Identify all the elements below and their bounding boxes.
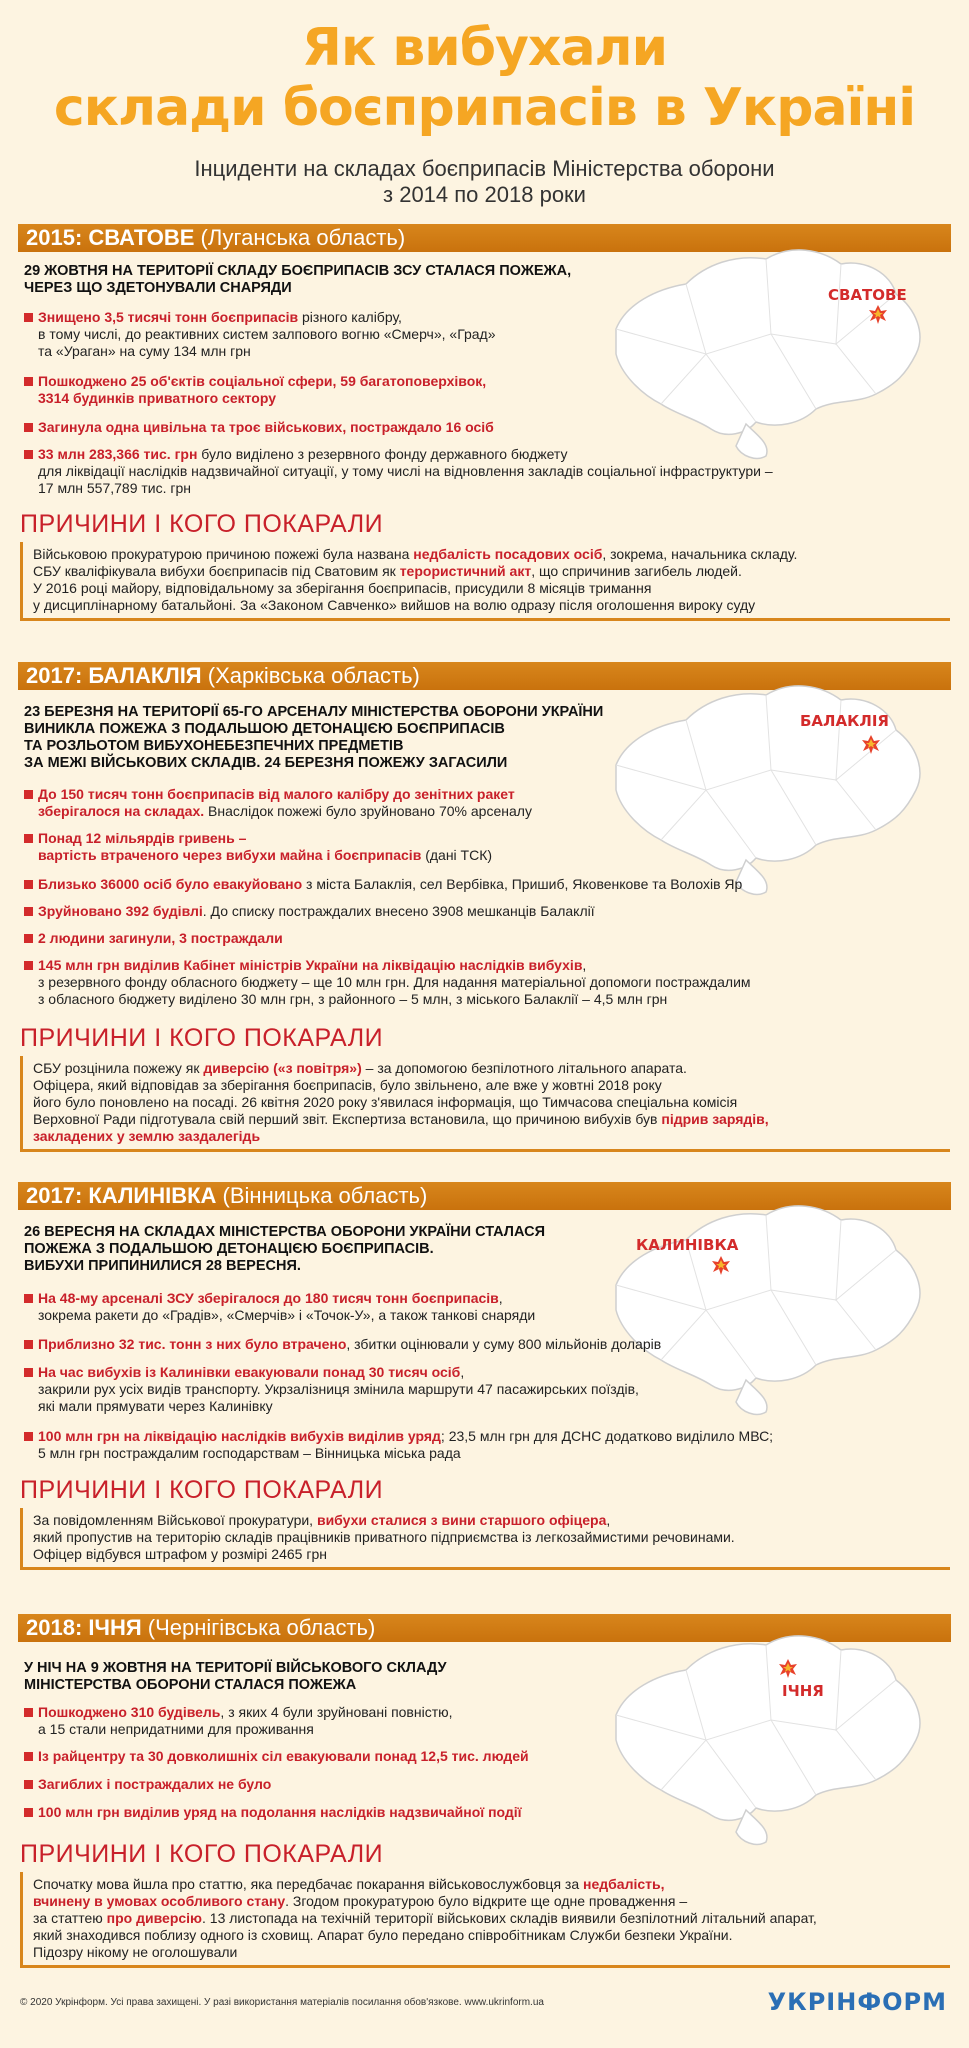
ukrinform-logo[interactable]: УКРІНФОРМ [767,1988,947,2016]
list-item: Пошкоджено 310 будівель, з яких 4 були зруйновані повністю, а 15 стали непридатними для проживання [24,1704,453,1738]
main-title-line2: склади боєприпасів в Україні [53,78,916,138]
list-item: Зруйновано 392 будівлі. До списку постраждалих внесено 3908 мешканців Балаклії [24,903,595,920]
section-header-ichnia: 2018: ІЧНЯ (Чернігівська область) [18,1614,951,1642]
list-item: Пошкоджено 25 об'єктів соціальної сфери, 59 багатоповерхівок, 3314 будинків приватного сектору [24,373,486,407]
map-ichnia [596,1620,936,1860]
list-item: 100 млн грн на ліквідацію наслідків вибухів виділив уряд; 23,5 млн грн для ДСНС додатково виділило МВС; 5 млн грн постраждалим господарствам – Вінницька міська рада [24,1428,773,1462]
causes-box-balakliia: СБУ розцінила пожежу як диверсію («з повітря») – за допомогою безпілотного літального апарата. Офіцера, який відповідав за зберігання боєприпасів, було звільнено, але вже у жовтні 2018 року його було поновлено на посаді. 26 квітня 2020 року з'явилася інформація, що Тимчасова спеціальна комісія Верховної Ради підготувала свій перший звіт. Експертиза встановила, що причиною вибухів був підрив зарядів, закладених у землю заздалегідь [20,1056,950,1152]
lead-kalynivka: 26 ВЕРЕСНЯ НА СКЛАДАХ МІНІСТЕРСТВА ОБОРОНИ УКРАЇНИ СТАЛАСЯ ПОЖЕЖА З ПОДАЛЬШОЮ ДЕТОНАЦІЄЮ БОЄПРИПАСІВ. ВИБУХИ ПРИПИНИЛИСЯ 28 ВЕРЕСНЯ. [24,1224,545,1274]
map-label-kalynivka: КАЛИНІВКА [636,1236,739,1254]
ukraine-map-icon [596,234,936,474]
causes-heading: ПРИЧИНИ І КОГО ПОКАРАЛИ [20,510,384,538]
map-svatove [596,234,936,474]
subtitle-line1: Інциденти на складах боєприпасів Міністерства оборони [194,156,775,181]
map-label-ichnia: ІЧНЯ [782,1682,824,1700]
list-item: Понад 12 мільярдів гривень – вартість втраченого через вибухи майна і боєприпасів (дані ТСК) [24,830,492,864]
list-item: Приблизно 32 тис. тонн з них було втрачено, збитки оцінювали у суму 800 мільйонів доларів [24,1336,661,1353]
causes-box-svatove: Військовою прокуратурою причиною пожежі була названа недбалість посадових осіб, зокрема, начальника складу. СБУ кваліфікувала вибухи боєприпасів під Сватовим як терористичний акт, що спричинив загибель людей. У 2016 році майору, відповідальному за зберігання боєприпасів, присудили 8 місяців тримання у дисциплінарному батальйоні. За «Законом Савченко» вийшов на волю одразу після оголошення вироку суду [20,542,950,621]
section-year-city: 2015: СВАТОВЕ [26,225,195,250]
map-label-svatove: СВАТОВЕ [828,286,907,304]
map-balakliia [596,670,936,910]
footer-copyright: © 2020 Укрінформ. Усі права захищені. У разі використання матеріалів посилання обов'язкове. www.ukrinform.ua [20,1997,544,2008]
causes-box-kalynivka: За повідомленням Військової прокуратури, вибухи сталися з вини старшого офіцера, який пропустив на територію складів працівників приватного підприємства із легкозаймистими речовинами. Офіцер відбувся штрафом у розмірі 2465 грн [20,1508,950,1570]
lead-svatove: 29 ЖОВТНЯ НА ТЕРИТОРІЇ СКЛАДУ БОЄПРИПАСІВ ЗСУ СТАЛАСЯ ПОЖЕЖА, ЧЕРЕЗ ЩО ЗДЕТОНУВАЛИ СНАРЯДИ [24,263,572,296]
list-item: 145 млн грн виділив Кабінет міністрів України на ліквідацію наслідків вибухів, з резервного фонду обласного бюджету – ще 10 млн грн. Для надання матеріальної допомоги постраждалим з обласного бюджету виділено 30 млн грн, з районного – 5 млн, з міського Балаклії – 4,5 млн грн [24,957,751,1008]
list-item: На час вибухів із Калинівки евакуювали понад 30 тисяч осіб, закрили рух усіх видів транспорту. Укрзалізниця змінила маршрути 47 пасажирських поїздів, які мали прямувати через Калинівку [24,1364,639,1415]
causes-heading: ПРИЧИНИ І КОГО ПОКАРАЛИ [20,1024,384,1052]
list-item: На 48-му арсеналі ЗСУ зберігалося до 180 тисяч тонн боєприпасів, зокрема ракети до «Градів», «Смерчів» і «Точок-У», а також танкові снаряди [24,1290,535,1324]
list-item: До 150 тисяч тонн боєприпасів від малого калібру до зенітних ракет зберігалося на складах. Внаслідок пожежі було зруйновано 70% арсеналу [24,786,532,820]
causes-heading: ПРИЧИНИ І КОГО ПОКАРАЛИ [20,1840,384,1868]
causes-heading: ПРИЧИНИ І КОГО ПОКАРАЛИ [20,1476,384,1504]
list-item: 100 млн грн виділив уряд на подолання наслідків надзвичайної події [24,1804,522,1821]
list-item: Із райцентру та 30 довколишніх сіл евакуювали понад 12,5 тис. людей [24,1748,529,1765]
ukraine-map-icon [596,670,936,910]
subtitle-line2: з 2014 по 2018 роки [383,182,586,207]
lead-balakliia: 23 БЕРЕЗНЯ НА ТЕРИТОРІЇ 65-ГО АРСЕНАЛУ МІНІСТЕРСТВА ОБОРОНИ УКРАЇНИ ВИНИКЛА ПОЖЕЖА З ПОДАЛЬШОЮ ДЕТОНАЦІЄЮ БОЄПРИПАСІВ ТА РОЗЛЬОТОМ ВИБУХОНЕБЕЗПЕЧНИХ ПРЕДМЕТІВ ЗА МЕЖІ ВІЙСЬКОВИХ СКЛАДІВ. 24 БЕРЕЗНЯ ПОЖЕЖУ ЗАГАСИЛИ [24,704,604,771]
list-item: 2 людини загинули, 3 постраждали [24,930,283,947]
causes-box-ichnia: Спочатку мова йшла про статтю, яка передбачає покарання військовослужбовця за недбалість, вчинену в умовах особливого стану. Згодом прокуратурою було відкрите ще одне провадження – за статтею про диверсію. 13 листопада на техічній території військових складів виявили безпілотний літальний апарат, який знаходився поблизу одного із сховищ. Апарат було передано співробітникам Служби безпеки України. Підозру нікому не оголошували [20,1872,950,1968]
list-item: Загиблих і постраждалих не було [24,1776,271,1793]
list-item: 33 млн 283,366 тис. грн було виділено з резервного фонду державного бюджету для ліквідації наслідків надзвичайної ситуації, у тому числі на відновлення закладів соціальної інфраструктури – 17 млн 557,789 тис. грн [24,446,773,497]
lead-ichnia: У НІЧ НА 9 ЖОВТНЯ НА ТЕРИТОРІЇ ВІЙСЬКОВОГО СКЛАДУ МІНІСТЕРСТВА ОБОРОНИ СТАЛАСЯ ПОЖЕЖА [24,1660,447,1693]
ukraine-map-icon [596,1190,936,1430]
list-item: Знищено 3,5 тисячі тонн боєприпасів різного калібру, в тому числі, до реактивних систем залпового вогню «Смерч», «Град» та «Ураган» на суму 134 млн грн [24,309,496,360]
map-kalynivka [596,1190,936,1430]
list-item: Загинула одна цивільна та троє військових, постраждало 16 осіб [24,419,494,436]
section-header-kalynivka: 2017: КАЛИНІВКА (Вінницька область) [18,1182,951,1210]
section-header-balakliia: 2017: БАЛАКЛІЯ (Харківська область) [18,662,951,690]
list-item: Близько 36000 осіб було евакуйовано з міста Балаклія, сел Вербівка, Пришиб, Яковенкове та Волохів Яр [24,876,742,893]
main-title-line1: Як вибухали [301,18,668,78]
map-label-balakliia: БАЛАКЛІЯ [800,712,889,730]
ukraine-map-icon [596,1620,936,1860]
section-region: (Луганська область) [200,225,406,250]
